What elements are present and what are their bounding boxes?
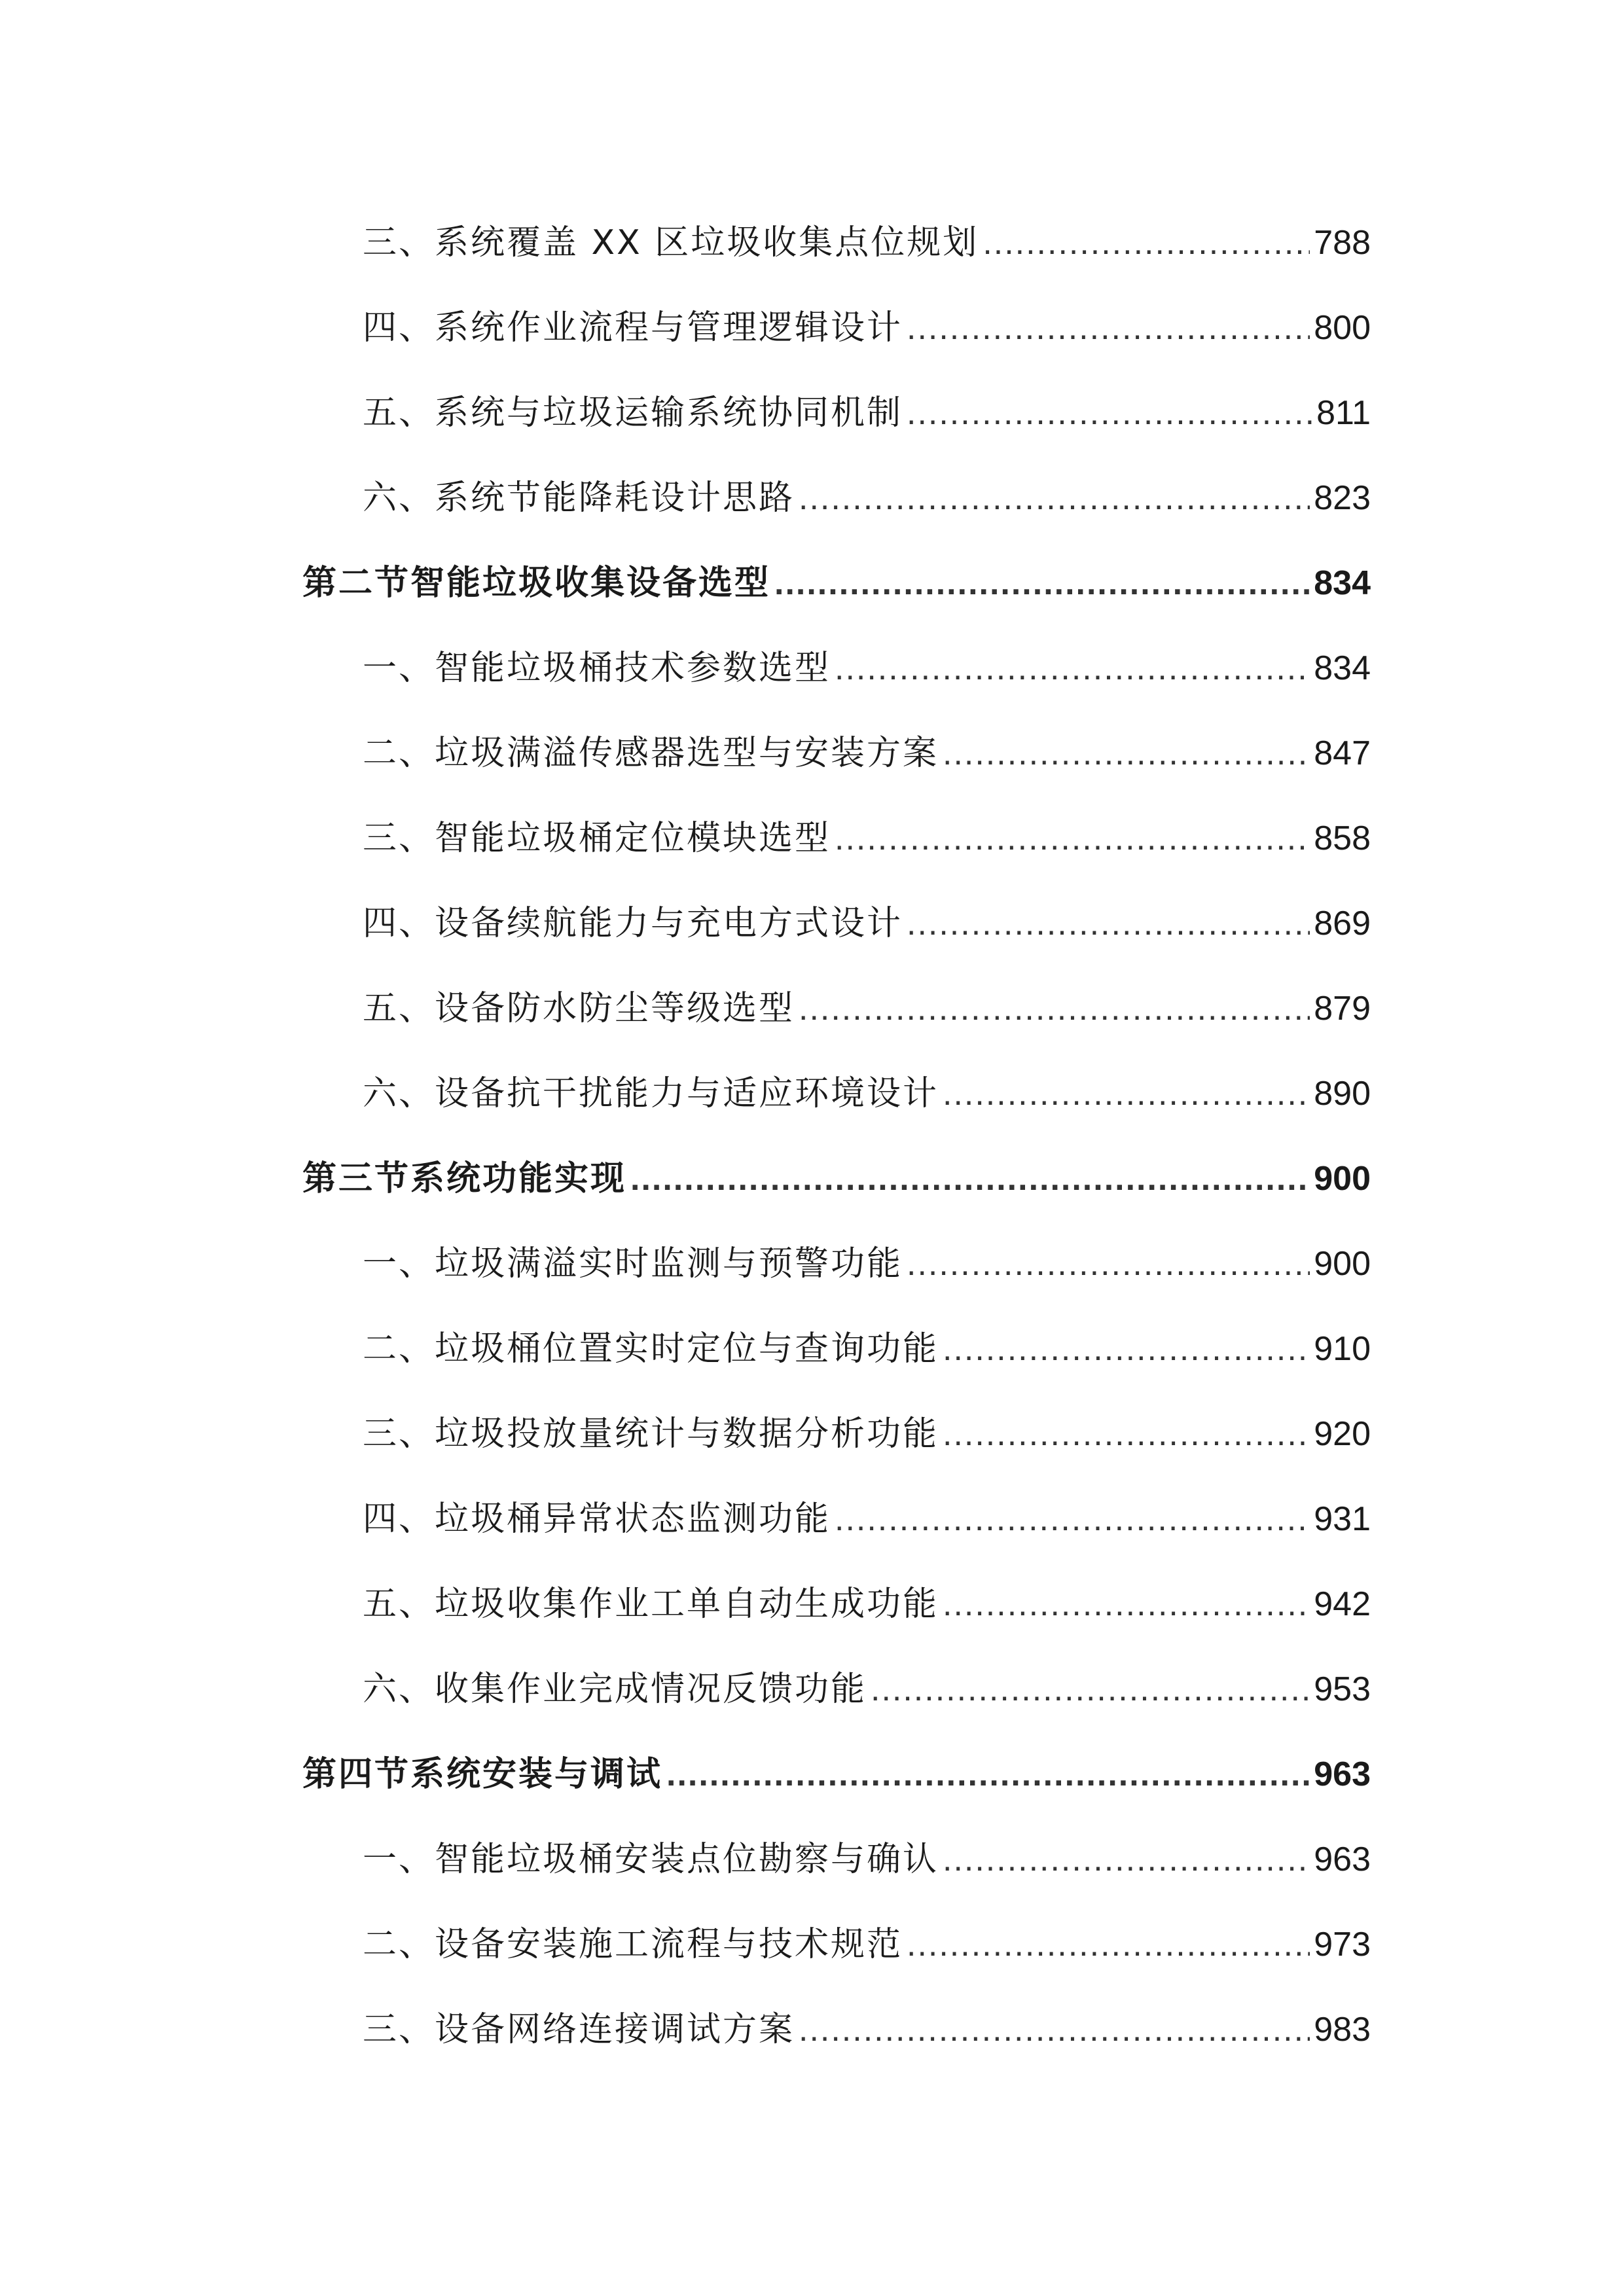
toc-entry-page-number: 910 xyxy=(1314,1330,1371,1368)
toc-entry-page-number: 869 xyxy=(1314,905,1371,942)
toc-entry-page-number: 931 xyxy=(1314,1500,1371,1538)
toc-entry-title: 一、智能垃圾桶安装点位勘察与确认 xyxy=(363,1840,939,1879)
toc-entry-page-number: 800 xyxy=(1314,309,1371,347)
toc-subsection-entry[interactable] xyxy=(302,370,1371,456)
toc-entry-title: 二、设备安装施工流程与技术规范 xyxy=(363,1925,903,1964)
toc-entry-title: 第三节系统功能实现 xyxy=(302,1159,627,1198)
toc-dot-leader xyxy=(943,711,1310,796)
toc-dot-leader xyxy=(835,796,1310,881)
toc-dot-leader xyxy=(943,1562,1310,1647)
toc-entry-page-number: 890 xyxy=(1314,1075,1371,1113)
toc-subsection-entry[interactable] xyxy=(302,200,1371,285)
toc-entry-title: 三、设备网络连接调试方案 xyxy=(363,2010,795,2049)
toc-entry-title: 五、设备防水防尘等级选型 xyxy=(363,989,795,1028)
toc-section-entry[interactable] xyxy=(302,1732,1371,1817)
toc-dot-leader xyxy=(943,1051,1310,1136)
toc-subsection-entry[interactable] xyxy=(302,1562,1371,1647)
toc-entry-title: 第二节智能垃圾收集设备选型 xyxy=(302,564,771,603)
toc-entry-page-number: 834 xyxy=(1314,649,1371,687)
toc-dot-leader xyxy=(835,626,1310,711)
toc-dot-leader xyxy=(943,1817,1310,1902)
toc-dot-leader xyxy=(799,966,1310,1051)
toc-subsection-entry[interactable] xyxy=(302,881,1371,966)
toc-entry-page-number: 942 xyxy=(1314,1585,1371,1623)
toc-entry-page-number: 953 xyxy=(1314,1670,1371,1708)
toc-subsection-entry[interactable] xyxy=(302,796,1371,881)
toc-dot-leader xyxy=(871,1647,1310,1732)
toc-entry-title: 六、设备抗干扰能力与适应环境设计 xyxy=(363,1074,939,1113)
toc-section-entry[interactable] xyxy=(302,1136,1371,1221)
toc-entry-title: 第四节系统安装与调试 xyxy=(302,1755,663,1794)
toc-subsection-entry[interactable] xyxy=(302,1817,1371,1902)
toc-entry-page-number: 900 xyxy=(1314,1160,1371,1198)
toc-entry-title: 二、垃圾桶位置实时定位与查询功能 xyxy=(363,1329,939,1369)
toc-entry-page-number: 963 xyxy=(1314,1840,1371,1878)
toc-entry-title: 三、垃圾投放量统计与数据分析功能 xyxy=(363,1414,939,1454)
toc-subsection-entry[interactable] xyxy=(302,1477,1371,1562)
toc-subsection-entry[interactable] xyxy=(302,285,1371,370)
toc-entry-title: 六、收集作业完成情况反馈功能 xyxy=(363,1670,867,1709)
toc-subsection-entry[interactable] xyxy=(302,1221,1371,1306)
toc-entry-page-number: 811 xyxy=(1316,394,1371,432)
toc-dot-leader xyxy=(774,541,1310,626)
toc-entry-page-number: 983 xyxy=(1314,2011,1371,2049)
toc-dot-leader xyxy=(835,1477,1310,1562)
toc-dot-leader xyxy=(666,1732,1310,1817)
toc-dot-leader xyxy=(907,1902,1310,1987)
toc-entry-title: 五、垃圾收集作业工单自动生成功能 xyxy=(363,1585,939,1624)
toc-dot-leader xyxy=(943,1306,1310,1391)
toc-entry-page-number: 834 xyxy=(1314,564,1371,602)
toc-dot-leader xyxy=(799,1987,1310,2072)
toc-dot-leader xyxy=(983,200,1310,285)
toc-entry-page-number: 920 xyxy=(1314,1415,1371,1453)
toc-entry-page-number: 963 xyxy=(1314,1755,1371,1793)
toc-entry-title: 四、垃圾桶异常状态监测功能 xyxy=(363,1499,831,1539)
toc-subsection-entry[interactable] xyxy=(302,711,1371,796)
table-of-contents xyxy=(302,200,1371,2072)
toc-subsection-entry[interactable] xyxy=(302,1647,1371,1732)
toc-entry-title: 一、智能垃圾桶技术参数选型 xyxy=(363,649,831,688)
toc-entry-title: 三、系统覆盖 XX 区垃圾收集点位规划 xyxy=(363,223,979,262)
toc-entry-title: 四、系统作业流程与管理逻辑设计 xyxy=(363,308,903,348)
toc-dot-leader xyxy=(943,1391,1310,1477)
toc-dot-leader xyxy=(630,1136,1310,1221)
toc-entry-page-number: 788 xyxy=(1314,224,1371,262)
toc-dot-leader xyxy=(907,881,1310,966)
toc-entry-page-number: 858 xyxy=(1314,819,1371,857)
toc-subsection-entry[interactable] xyxy=(302,1987,1371,2072)
toc-subsection-entry[interactable] xyxy=(302,1051,1371,1136)
toc-subsection-entry[interactable] xyxy=(302,456,1371,541)
toc-dot-leader xyxy=(907,370,1312,456)
toc-subsection-entry[interactable] xyxy=(302,966,1371,1051)
toc-subsection-entry[interactable] xyxy=(302,1306,1371,1391)
toc-entry-title: 四、设备续航能力与充电方式设计 xyxy=(363,904,903,943)
toc-entry-title: 三、智能垃圾桶定位模块选型 xyxy=(363,819,831,858)
toc-dot-leader xyxy=(907,1221,1310,1306)
toc-entry-title: 一、垃圾满溢实时监测与预警功能 xyxy=(363,1244,903,1283)
toc-entry-page-number: 847 xyxy=(1314,734,1371,772)
toc-entry-title: 二、垃圾满溢传感器选型与安装方案 xyxy=(363,734,939,773)
toc-entry-page-number: 973 xyxy=(1314,1926,1371,1964)
toc-dot-leader xyxy=(907,285,1310,370)
toc-entry-page-number: 879 xyxy=(1314,990,1371,1028)
toc-entry-page-number: 900 xyxy=(1314,1245,1371,1283)
toc-dot-leader xyxy=(799,456,1310,541)
toc-entry-title: 六、系统节能降耗设计思路 xyxy=(363,478,795,518)
toc-entry-page-number: 823 xyxy=(1314,479,1371,517)
toc-section-entry[interactable] xyxy=(302,541,1371,626)
toc-subsection-entry[interactable] xyxy=(302,1391,1371,1477)
toc-subsection-entry[interactable] xyxy=(302,626,1371,711)
toc-entry-title: 五、系统与垃圾运输系统协同机制 xyxy=(363,393,903,433)
toc-subsection-entry[interactable] xyxy=(302,1902,1371,1987)
